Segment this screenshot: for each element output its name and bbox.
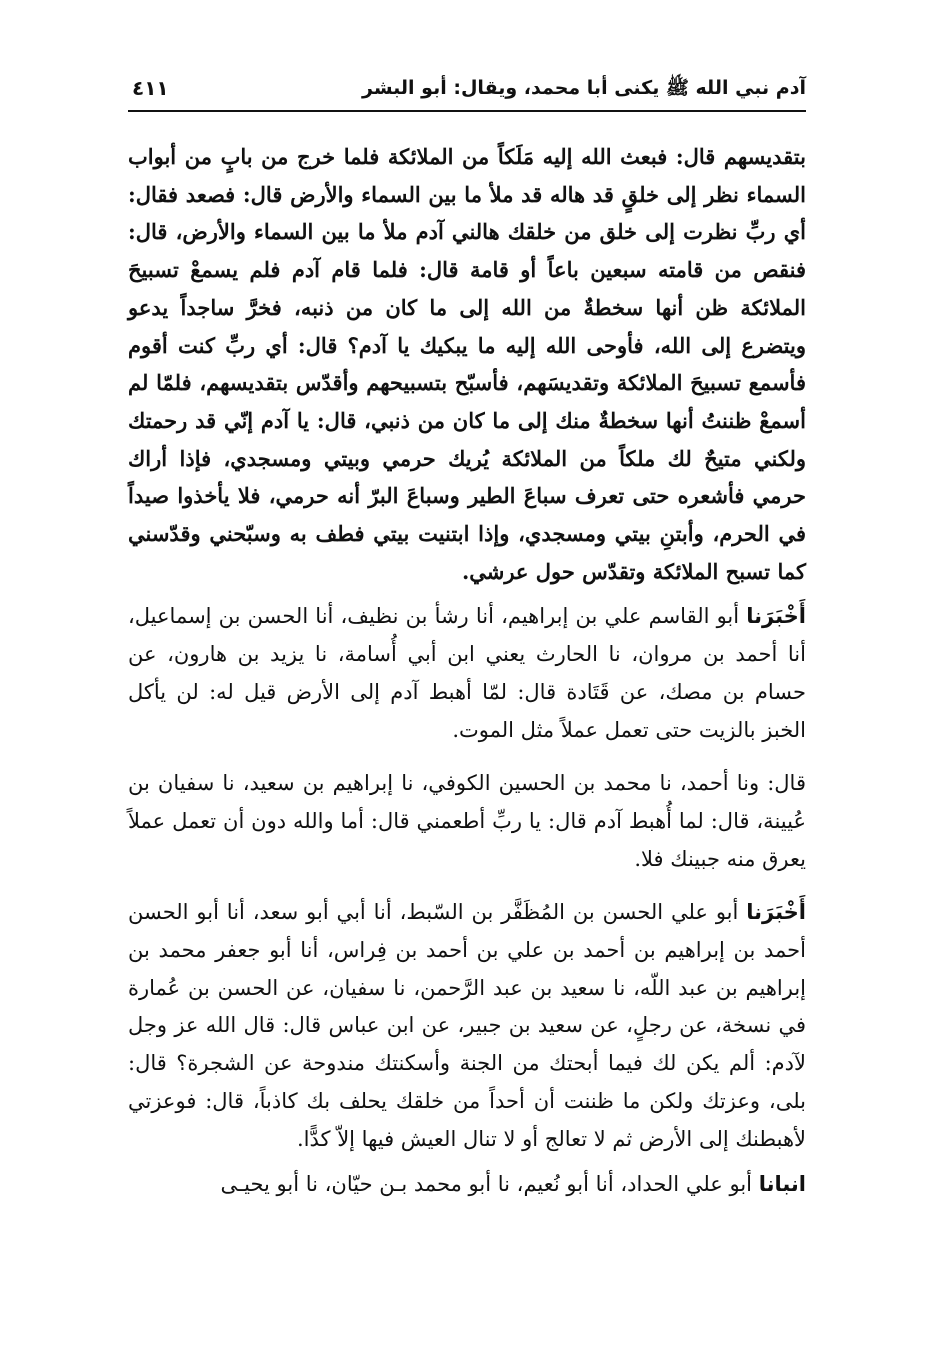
page-number: ٤١١ [132,76,169,100]
paragraph-lead: أَخْبَرَنا [746,604,806,629]
paragraph-3 [128,765,806,878]
paragraph-text: قال: ونا أحمد، نا محمد بن الحسين الكوفي، نا إبراهيم بن سعيد، نا سفيان بن عُيينة، قال: لما أُهبط آدم قال: يا ربِّ أطعمني قال: أما والله دون أن تعمل عملاً يعرق منه جبينك فلا. [128,771,806,871]
paragraph-text: أبو علي الحسن بن المُظَفَّر بن السّبط، أنا أبي أبو سعد، أنا أبو الحسن أحمد بن إبراهيم بن أحمد بن علي بن أحمد بن فِراس، أنا أبو جعفر محمد بن إبراهيم بن عبد اللّه، نا سعيد بن عبد الرَّحمن، نا سفيان، عن الحسن بن عُمارة في نسخة، عن رجلٍ، عن سعيد بن جبير، عن ابن عباس قال: قال الله عز وجل لآدم: ألم يكن لك فيما أبحتك من الجنة وأسكنتك مندوحة عن الشجرة؟ قال: بلى، وعزتك ولكن ما ظننت أن أحداً من خلقك يحلف بك كاذباً، قال: فوعزتي لأهبطنك إلى الأرض ثم لا تعالج أو لا تنال العيش فيها إلاّ كدًّا. [128,900,806,1151]
running-title: آدم نبي الله ﷺ يكنى أبا محمد، ويقال: أبو البشر [362,77,806,99]
paragraph-lead: أَخْبَرَنا [746,900,806,925]
paragraph-lead: انبانا [758,1172,806,1197]
paragraph-2 [128,598,806,749]
paragraph-4 [128,894,806,1158]
paragraph-text: أبو القاسم علي بن إبراهيم، أنا رشأ بن نظيف، أنا الحسن بن إسماعيل، أنا أحمد بن مروان، نا الحارث يعني ابن أبي أُسامة، نا يزيد بن هارون، عن حسام بن مصك، عن قَتَادة قال: لمّا أهبط آدم إلى الأرض قيل له: لن يأكل الخبز بالزيت حتى تعمل عملاً مثل الموت. [128,604,806,742]
page-header [128,72,806,112]
body-text [128,138,806,1212]
paragraph-text: بتقديسهم قال: فبعث الله إليه مَلَكاً من الملائكة فلما خرج من بابٍ من أبواب السماء نظر إلى خلقٍ قد هاله قد ملأ ما بين السماء والأرض قال: فصعد فقال: أي ربِّ نظرت إلى خلق من خلقك هالني آدم ملأ ما بين السماء والأرض، قال: فنقص من قامته سبعين باعاً أو قامة قال: فلما قام آدم فلم يسمعْ تسبيحَ الملائكة ظن أنها سخطةٌ من الله إلى ما كان من ذنبه، فخرَّ ساجداً يدعو ويتضرع إلى الله، فأوحى الله إليه ما يبكيك يا آدم؟ قال: أي ربِّ كنت أقوم فأسمع تسبيحَ الملائكة وتقديسَهم، فأسبّح بتسبيحهم وأقدّس بتقديسهم، فلمّا لم أسمعْ ظننتُ أنها سخطةٌ منك إلى ما كان من ذنبي، قال: يا آدم إنّي قد رحمتك ولكني متيحٌ لك ملكاً من الملائكة يُريك حرمي وبيتي ومسجدي، فإذا أراك حرمي فأشعره حتى تعرف سباعَ الطير وسباعَ البرّ أنه حرمي، فلا يأخذوا صيداً في الحرم، وأبتنِ بيتي ومسجدي، وإذا ابتنيت بيتي فطف به وسبّحني وقدّسني كما تسبح الملائكة وتقدّس حول عرشي. [128,144,806,584]
paragraph-text: أبو علي الحداد، أنا أبو نُعيم، نا أبو محمد بـن حيّان، نا أبو يحيـى [220,1172,759,1197]
paragraph-5 [128,1166,806,1204]
paragraph-1 [128,138,806,590]
